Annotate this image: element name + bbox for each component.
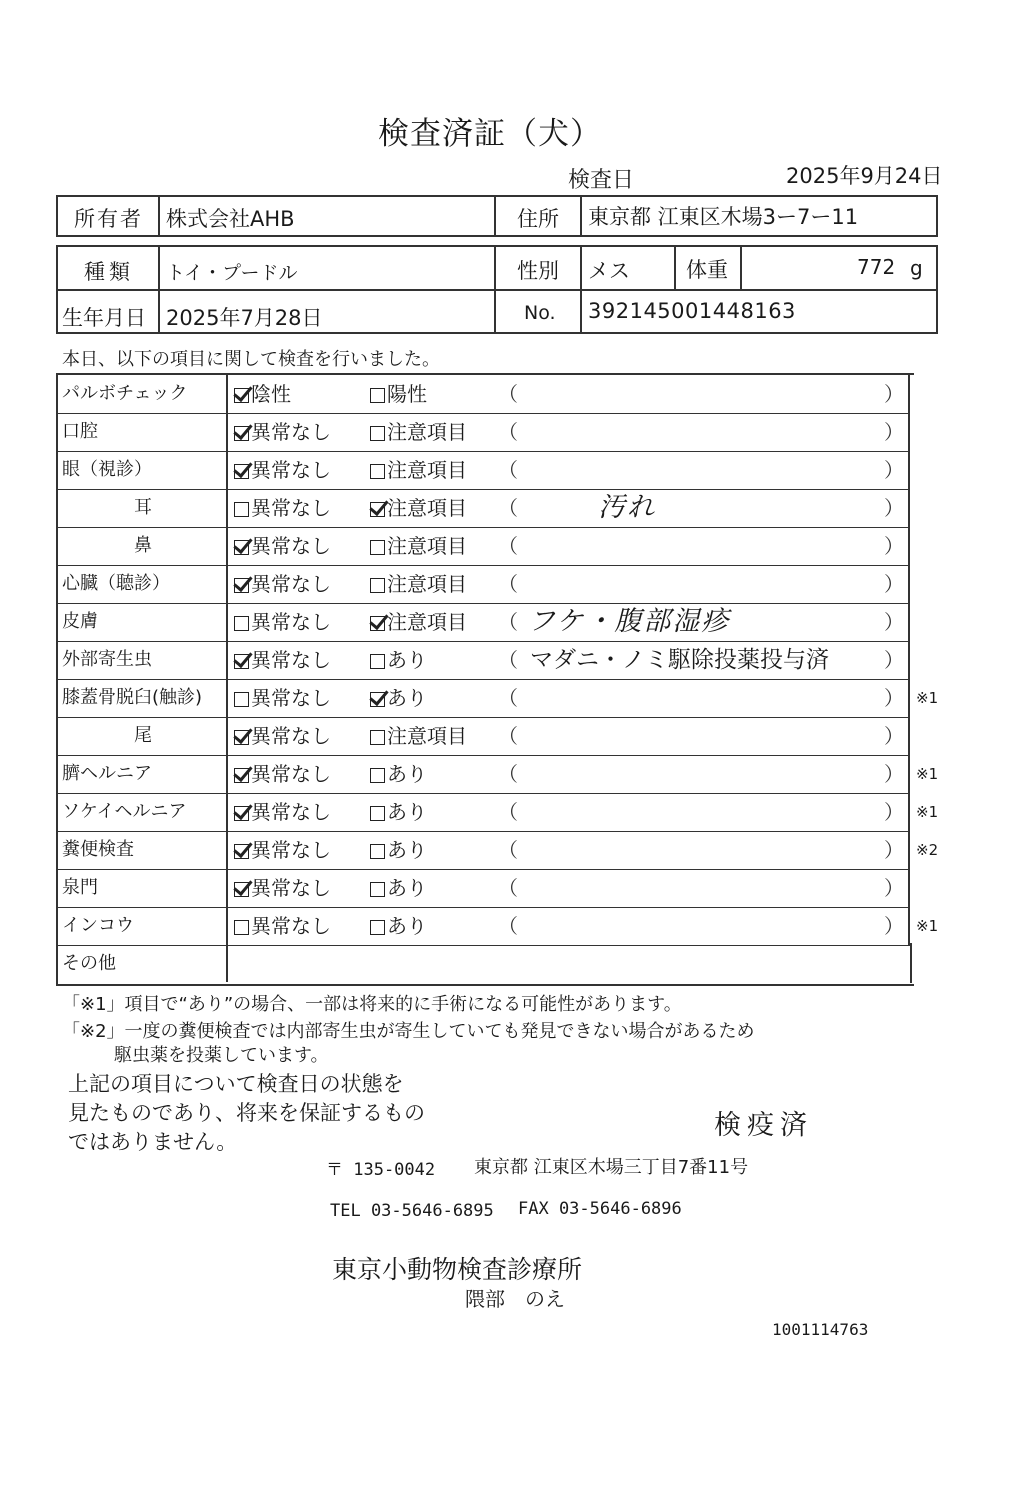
postal-code: 〒 135-0042 bbox=[326, 1160, 436, 1180]
option-label: 異常なし bbox=[251, 458, 331, 482]
checked-checkbox-icon[interactable] bbox=[234, 806, 249, 821]
exam-date: 2025年9月24日 bbox=[786, 164, 943, 188]
checked-checkbox-icon[interactable] bbox=[234, 464, 249, 479]
option-label: 注意項目 bbox=[387, 458, 467, 482]
table-row bbox=[58, 755, 910, 793]
option-label: あり bbox=[387, 686, 427, 710]
disclaimer bbox=[68, 1070, 425, 1157]
row-label: 眼（視診） bbox=[62, 459, 152, 480]
option-label: 異常なし bbox=[251, 686, 331, 710]
row-label: 尾 bbox=[134, 725, 152, 746]
checkbox-icon[interactable] bbox=[370, 654, 385, 669]
row-label: 泉門 bbox=[62, 877, 98, 898]
footnote-2: 「※2」一度の糞便検査では内部寄生虫が寄生していても発見できない場合があるため bbox=[62, 1021, 755, 1042]
close-paren: ） bbox=[884, 496, 904, 520]
footnote-mark: ※1 bbox=[916, 689, 939, 707]
option-label: 異常なし bbox=[251, 914, 331, 938]
table-row bbox=[58, 679, 910, 717]
row-label: 耳 bbox=[134, 497, 152, 518]
open-paren: （ bbox=[498, 382, 518, 406]
row-label: 臍ヘルニア bbox=[62, 763, 152, 784]
option-label: 注意項目 bbox=[387, 420, 467, 444]
table-row bbox=[58, 641, 910, 679]
table-row bbox=[58, 603, 910, 641]
close-paren: ） bbox=[884, 534, 904, 558]
checkbox-icon[interactable] bbox=[370, 806, 385, 821]
checkbox-icon[interactable] bbox=[370, 540, 385, 555]
sex-label: 性別 bbox=[517, 259, 559, 283]
option-label: あり bbox=[387, 876, 427, 900]
option-normal[interactable] bbox=[234, 755, 331, 793]
open-paren: （ bbox=[498, 458, 518, 482]
option-label: 注意項目 bbox=[387, 496, 467, 520]
other-label: その他 bbox=[62, 953, 116, 974]
option-normal[interactable] bbox=[234, 831, 331, 869]
close-paren: ） bbox=[884, 458, 904, 482]
checkbox-icon[interactable] bbox=[370, 730, 385, 745]
close-paren: ） bbox=[884, 800, 904, 824]
close-paren: ） bbox=[884, 838, 904, 862]
checkbox-icon[interactable] bbox=[370, 426, 385, 441]
clinic-address: 東京都 江東区木場三丁目7番11号 bbox=[474, 1157, 749, 1178]
option-label: あり bbox=[387, 648, 427, 672]
checkbox-icon[interactable] bbox=[234, 692, 249, 707]
open-paren: （ bbox=[498, 914, 518, 938]
checkbox-icon[interactable] bbox=[370, 578, 385, 593]
table-row bbox=[58, 907, 910, 945]
row-label: 鼻 bbox=[134, 535, 152, 556]
footnote-mark: ※1 bbox=[916, 765, 939, 783]
option-abnormal[interactable] bbox=[370, 603, 467, 641]
remark-text: 汚れ bbox=[598, 492, 656, 523]
option-label: 注意項目 bbox=[387, 572, 467, 596]
option-normal[interactable] bbox=[234, 793, 331, 831]
option-normal[interactable] bbox=[234, 565, 331, 603]
checkbox-icon[interactable] bbox=[234, 920, 249, 935]
option-label: 陰性 bbox=[251, 382, 291, 406]
checkbox-icon[interactable] bbox=[370, 768, 385, 783]
open-paren: （ bbox=[498, 876, 518, 900]
option-normal[interactable] bbox=[234, 451, 331, 489]
sex-value: メス bbox=[588, 259, 630, 283]
row-label: インコウ bbox=[62, 915, 134, 936]
checked-checkbox-icon[interactable] bbox=[234, 844, 249, 859]
table-row bbox=[58, 375, 910, 413]
checkbox-icon[interactable] bbox=[370, 844, 385, 859]
close-paren: ） bbox=[884, 610, 904, 634]
option-abnormal[interactable] bbox=[370, 489, 467, 527]
disclaimer-line: ではありません。 bbox=[68, 1130, 238, 1154]
footnote-mark: ※2 bbox=[916, 841, 939, 859]
row-label: 糞便検査 bbox=[62, 839, 134, 860]
option-abnormal[interactable] bbox=[370, 831, 427, 869]
checked-checkbox-icon[interactable] bbox=[234, 426, 249, 441]
option-normal[interactable] bbox=[234, 679, 331, 717]
weight-value: 772 bbox=[857, 255, 896, 279]
option-abnormal[interactable] bbox=[370, 793, 427, 831]
option-label: 注意項目 bbox=[387, 610, 467, 634]
option-label: 異常なし bbox=[251, 762, 331, 786]
option-label: 異常なし bbox=[251, 420, 331, 444]
open-paren: （ bbox=[498, 610, 518, 634]
option-normal[interactable] bbox=[234, 641, 331, 679]
weight-unit: g bbox=[910, 256, 923, 280]
checked-checkbox-icon[interactable] bbox=[370, 692, 385, 707]
table-row bbox=[58, 831, 910, 869]
checkbox-icon[interactable] bbox=[370, 464, 385, 479]
checked-checkbox-icon[interactable] bbox=[234, 654, 249, 669]
checkbox-icon[interactable] bbox=[370, 388, 385, 403]
open-paren: （ bbox=[498, 724, 518, 748]
address-label: 住所 bbox=[517, 207, 559, 231]
option-abnormal[interactable] bbox=[370, 527, 467, 565]
option-label: あり bbox=[387, 762, 427, 786]
disclaimer-line: 上記の項目について検査日の状態を bbox=[68, 1072, 404, 1096]
checked-checkbox-icon[interactable] bbox=[234, 540, 249, 555]
footnote-2-cont: 駆虫薬を投薬しています。 bbox=[114, 1045, 329, 1066]
option-label: 異常なし bbox=[251, 800, 331, 824]
option-abnormal[interactable] bbox=[370, 565, 467, 603]
close-paren: ） bbox=[884, 762, 904, 786]
weight-label: 体重 bbox=[686, 258, 728, 282]
option-label: 注意項目 bbox=[387, 534, 467, 558]
table-row bbox=[58, 869, 910, 907]
option-normal[interactable] bbox=[234, 375, 291, 413]
checked-checkbox-icon[interactable] bbox=[234, 730, 249, 745]
row-label: パルボチェック bbox=[62, 383, 188, 404]
remark-text: フケ・腹部湿疹 bbox=[528, 606, 731, 637]
open-paren: （ bbox=[498, 762, 518, 786]
option-abnormal[interactable] bbox=[370, 907, 427, 945]
open-paren: （ bbox=[498, 800, 518, 824]
row-label: 心臓（聴診） bbox=[62, 573, 170, 594]
table-row bbox=[58, 717, 910, 755]
inspection-table bbox=[56, 373, 914, 986]
option-normal[interactable] bbox=[234, 869, 331, 907]
row-label: ソケイヘルニア bbox=[62, 801, 187, 822]
option-label: 異常なし bbox=[251, 838, 331, 862]
close-paren: ） bbox=[884, 686, 904, 710]
checked-checkbox-icon[interactable] bbox=[234, 388, 249, 403]
remark-text: マダニ・ノミ駆除投薬投与済 bbox=[530, 647, 829, 673]
birth-value: 2025年7月28日 bbox=[166, 306, 323, 330]
option-abnormal[interactable] bbox=[370, 755, 427, 793]
tel-number: TEL 03-5646-6895 bbox=[330, 1201, 494, 1221]
option-label: 注意項目 bbox=[387, 724, 467, 748]
intro-text: 本日、以下の項目に関して検査を行いました。 bbox=[62, 349, 440, 370]
option-label: 異常なし bbox=[251, 496, 331, 520]
option-abnormal[interactable] bbox=[370, 413, 467, 451]
table-row bbox=[58, 451, 910, 489]
open-paren: （ bbox=[498, 534, 518, 558]
breed-value: トイ・プードル bbox=[166, 262, 298, 284]
option-normal[interactable] bbox=[234, 527, 331, 565]
option-abnormal[interactable] bbox=[370, 641, 427, 679]
open-paren: （ bbox=[498, 648, 518, 672]
table-row bbox=[58, 413, 910, 451]
owner-label: 所有者 bbox=[74, 207, 143, 231]
option-normal[interactable] bbox=[234, 413, 331, 451]
option-normal[interactable] bbox=[234, 603, 331, 641]
row-label: 皮膚 bbox=[62, 611, 98, 632]
option-normal[interactable] bbox=[234, 907, 331, 945]
option-label: 異常なし bbox=[251, 610, 331, 634]
checkbox-icon[interactable] bbox=[234, 502, 249, 517]
option-abnormal[interactable] bbox=[370, 717, 467, 755]
clinic-name: 東京小動物検査診療所 bbox=[332, 1255, 583, 1284]
checkbox-icon[interactable] bbox=[370, 920, 385, 935]
open-paren: （ bbox=[498, 572, 518, 596]
option-normal[interactable] bbox=[234, 717, 331, 755]
checkbox-icon[interactable] bbox=[234, 616, 249, 631]
option-abnormal[interactable] bbox=[370, 375, 427, 413]
row-label: 外部寄生虫 bbox=[62, 649, 152, 670]
option-label: 異常なし bbox=[251, 724, 331, 748]
checked-checkbox-icon[interactable] bbox=[234, 768, 249, 783]
number-value: 392145001448163 bbox=[588, 299, 796, 323]
option-normal[interactable] bbox=[234, 489, 331, 527]
option-abnormal[interactable] bbox=[370, 451, 467, 489]
option-label: 異常なし bbox=[251, 534, 331, 558]
disclaimer-line: 見たものであり、将来を保証するもの bbox=[68, 1101, 425, 1125]
table-row bbox=[58, 565, 910, 603]
exam-date-label: 検査日 bbox=[568, 168, 635, 193]
table-row bbox=[58, 527, 910, 565]
footnote-1: 「※1」項目で“あり”の場合、一部は将来的に手術になる可能性があります。 bbox=[62, 994, 682, 1015]
close-paren: ） bbox=[884, 648, 904, 672]
close-paren: ） bbox=[884, 914, 904, 938]
close-paren: ） bbox=[884, 724, 904, 748]
table-row bbox=[58, 793, 910, 831]
certificate-title: 検査済証（犬） bbox=[378, 116, 602, 152]
table-row bbox=[58, 489, 910, 527]
birth-label: 生年月日 bbox=[62, 306, 146, 330]
checked-checkbox-icon[interactable] bbox=[234, 882, 249, 897]
option-label: 異常なし bbox=[251, 648, 331, 672]
close-paren: ） bbox=[884, 572, 904, 596]
option-label: 陽性 bbox=[387, 382, 427, 406]
checkbox-icon[interactable] bbox=[370, 882, 385, 897]
breed-label: 種類 bbox=[84, 260, 134, 284]
veterinarian-name: 隈部 のえ bbox=[465, 1287, 565, 1311]
serial-number: 1001114763 bbox=[772, 1320, 869, 1339]
footnote-mark: ※1 bbox=[916, 803, 939, 821]
option-label: 異常なし bbox=[251, 876, 331, 900]
checked-checkbox-icon[interactable] bbox=[370, 502, 385, 517]
address-value: 東京都 江東区木場3ー7ー11 bbox=[588, 205, 859, 229]
close-paren: ） bbox=[884, 382, 904, 406]
row-label: 膝蓋骨脱臼(触診) bbox=[62, 687, 203, 708]
open-paren: （ bbox=[498, 496, 518, 520]
open-paren: （ bbox=[498, 420, 518, 444]
fax-number: FAX 03-5646-6896 bbox=[518, 1199, 682, 1219]
option-abnormal[interactable] bbox=[370, 869, 427, 907]
option-label: あり bbox=[387, 800, 427, 824]
quarantine-stamp: 検疫済 bbox=[714, 1110, 813, 1141]
option-label: 異常なし bbox=[251, 572, 331, 596]
row-label: 口腔 bbox=[62, 421, 98, 442]
option-abnormal[interactable] bbox=[370, 679, 427, 717]
open-paren: （ bbox=[498, 838, 518, 862]
number-label: No. bbox=[524, 302, 556, 324]
option-label: あり bbox=[387, 838, 427, 862]
close-paren: ） bbox=[884, 420, 904, 444]
checked-checkbox-icon[interactable] bbox=[370, 616, 385, 631]
owner-value: 株式会社AHB bbox=[166, 207, 295, 231]
checked-checkbox-icon[interactable] bbox=[234, 578, 249, 593]
open-paren: （ bbox=[498, 686, 518, 710]
option-label: あり bbox=[387, 914, 427, 938]
close-paren: ） bbox=[884, 876, 904, 900]
footnote-mark: ※1 bbox=[916, 917, 939, 935]
